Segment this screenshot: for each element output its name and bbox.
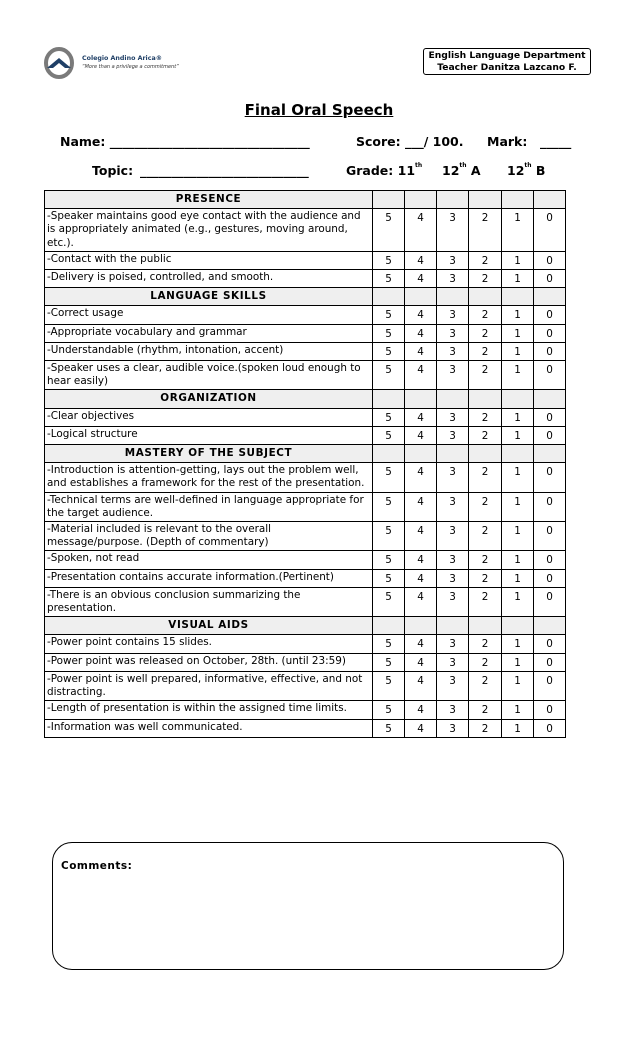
section-header-empty-cell bbox=[373, 390, 405, 408]
section-header-row bbox=[45, 390, 566, 408]
score-option-4[interactable]: 4 bbox=[405, 426, 437, 444]
criterion-row bbox=[45, 361, 566, 390]
score-option-5[interactable]: 5 bbox=[373, 408, 405, 426]
grade-12b-sup: th bbox=[524, 162, 532, 169]
section-header-empty-cell bbox=[469, 445, 502, 463]
score-option-4[interactable]: 4 bbox=[405, 361, 437, 390]
section-header-empty-cell bbox=[373, 617, 405, 635]
section-header-row bbox=[45, 191, 566, 209]
criterion-text: -Material included is relevant to the overall message/purpose. (Depth of commentary) bbox=[45, 522, 373, 551]
criterion-row bbox=[45, 342, 566, 360]
criterion-text: -Understandable (rhythm, intonation, accent) bbox=[45, 342, 373, 360]
topic-label: Topic: bbox=[92, 163, 134, 178]
section-header-empty-cell bbox=[469, 288, 502, 306]
score-option-2[interactable]: 2 bbox=[469, 653, 502, 671]
section-header-empty-cell bbox=[405, 390, 437, 408]
score-option-5[interactable]: 5 bbox=[373, 209, 405, 252]
score-option-5[interactable]: 5 bbox=[373, 587, 405, 616]
section-header-empty-cell bbox=[469, 191, 502, 209]
score-option-4[interactable]: 4 bbox=[405, 653, 437, 671]
criterion-text: -Contact with the public bbox=[45, 251, 373, 269]
score-option-2[interactable]: 2 bbox=[469, 719, 502, 737]
criterion-text: -Technical terms are well-defined in language appropriate for the target audience. bbox=[45, 492, 373, 521]
score-option-4[interactable]: 4 bbox=[405, 719, 437, 737]
score-option-2[interactable]: 2 bbox=[469, 342, 502, 360]
criterion-text: -Speaker maintains good eye contact with the audience and is appropriately animated (e.g., gestures, moving around, etc.). bbox=[45, 209, 373, 252]
score-option-2[interactable]: 2 bbox=[469, 270, 502, 288]
score-option-4[interactable]: 4 bbox=[405, 463, 437, 492]
page-title-text: Final Oral Speech bbox=[244, 101, 394, 119]
criterion-row bbox=[45, 635, 566, 653]
score-option-2[interactable]: 2 bbox=[469, 671, 502, 700]
criterion-text: -Correct usage bbox=[45, 306, 373, 324]
criterion-text: -Clear objectives bbox=[45, 408, 373, 426]
score-option-3[interactable]: 3 bbox=[437, 361, 469, 390]
criterion-text: -Appropriate vocabulary and grammar bbox=[45, 324, 373, 342]
score-option-1[interactable]: 1 bbox=[502, 270, 534, 288]
score-option-3[interactable]: 3 bbox=[437, 408, 469, 426]
section-header-empty-cell bbox=[405, 191, 437, 209]
criterion-row bbox=[45, 671, 566, 700]
department-name: English Language Department bbox=[428, 50, 586, 61]
section-header-empty-cell bbox=[502, 617, 534, 635]
score-option-5[interactable]: 5 bbox=[373, 342, 405, 360]
score-option-0[interactable]: 0 bbox=[534, 719, 566, 737]
score-option-2[interactable]: 2 bbox=[469, 463, 502, 492]
score-option-1[interactable]: 1 bbox=[502, 719, 534, 737]
score-option-2[interactable]: 2 bbox=[469, 426, 502, 444]
score-option-3[interactable]: 3 bbox=[437, 569, 469, 587]
score-option-1[interactable]: 1 bbox=[502, 653, 534, 671]
department-box bbox=[423, 48, 591, 75]
score-option-3[interactable]: 3 bbox=[437, 671, 469, 700]
score-option-3[interactable]: 3 bbox=[437, 324, 469, 342]
score-option-2[interactable]: 2 bbox=[469, 522, 502, 551]
teacher-name: Teacher Danitza Lazcano F. bbox=[437, 62, 577, 73]
score-option-0[interactable]: 0 bbox=[534, 209, 566, 252]
section-header-empty-cell bbox=[373, 288, 405, 306]
score-option-3[interactable]: 3 bbox=[437, 426, 469, 444]
score-option-1[interactable]: 1 bbox=[502, 408, 534, 426]
score-option-0[interactable]: 0 bbox=[534, 426, 566, 444]
score-option-1[interactable]: 1 bbox=[502, 522, 534, 551]
grade-12b-option[interactable] bbox=[507, 163, 545, 178]
score-option-5[interactable]: 5 bbox=[373, 251, 405, 269]
score-option-1[interactable]: 1 bbox=[502, 671, 534, 700]
grade-12b-suffix: B bbox=[531, 163, 546, 178]
score-option-4[interactable]: 4 bbox=[405, 270, 437, 288]
criterion-text: -Power point is well prepared, informative, effective, and not distracting. bbox=[45, 671, 373, 700]
section-header-empty-cell bbox=[502, 288, 534, 306]
criterion-text: -Length of presentation is within the assigned time limits. bbox=[45, 701, 373, 719]
score-option-5[interactable]: 5 bbox=[373, 522, 405, 551]
grade-11-label: Grade: 11 bbox=[346, 163, 416, 178]
score-option-2[interactable]: 2 bbox=[469, 492, 502, 521]
score-option-5[interactable]: 5 bbox=[373, 426, 405, 444]
score-field[interactable]: Score: ___/ 100. bbox=[356, 134, 464, 149]
section-name: MASTERY OF THE SUBJECT bbox=[45, 445, 373, 463]
criterion-text: -Information was well communicated. bbox=[45, 719, 373, 737]
score-option-0[interactable]: 0 bbox=[534, 306, 566, 324]
score-option-3[interactable]: 3 bbox=[437, 551, 469, 569]
score-option-4[interactable]: 4 bbox=[405, 635, 437, 653]
mark-label: Mark: bbox=[487, 134, 528, 149]
grade-12a-sup: th bbox=[459, 162, 467, 169]
score-option-4[interactable]: 4 bbox=[405, 408, 437, 426]
section-header-empty-cell bbox=[405, 445, 437, 463]
section-header-row bbox=[45, 288, 566, 306]
criterion-row bbox=[45, 587, 566, 616]
comments-label: Comments: bbox=[61, 860, 133, 872]
section-header-row bbox=[45, 617, 566, 635]
score-option-5[interactable]: 5 bbox=[373, 719, 405, 737]
score-option-4[interactable]: 4 bbox=[405, 522, 437, 551]
grade-12b-num: 12 bbox=[507, 163, 525, 178]
criterion-row bbox=[45, 408, 566, 426]
criterion-row bbox=[45, 551, 566, 569]
score-option-1[interactable]: 1 bbox=[502, 463, 534, 492]
criterion-row bbox=[45, 270, 566, 288]
section-header-row bbox=[45, 445, 566, 463]
section-header-empty-cell bbox=[437, 288, 469, 306]
score-option-1[interactable]: 1 bbox=[502, 342, 534, 360]
section-header-empty-cell bbox=[534, 445, 566, 463]
score-option-0[interactable]: 0 bbox=[534, 635, 566, 653]
score-option-5[interactable]: 5 bbox=[373, 653, 405, 671]
section-header-empty-cell bbox=[373, 191, 405, 209]
school-logo bbox=[44, 46, 194, 86]
score-option-4[interactable]: 4 bbox=[405, 587, 437, 616]
score-option-5[interactable]: 5 bbox=[373, 551, 405, 569]
score-option-0[interactable]: 0 bbox=[534, 342, 566, 360]
criterion-text: -Power point contains 15 slides. bbox=[45, 635, 373, 653]
criterion-row bbox=[45, 324, 566, 342]
section-header-empty-cell bbox=[534, 191, 566, 209]
section-header-empty-cell bbox=[437, 191, 469, 209]
score-option-4[interactable]: 4 bbox=[405, 569, 437, 587]
section-header-empty-cell bbox=[502, 191, 534, 209]
score-option-2[interactable]: 2 bbox=[469, 209, 502, 252]
comments-box[interactable] bbox=[52, 842, 564, 970]
score-option-5[interactable]: 5 bbox=[373, 492, 405, 521]
score-option-2[interactable]: 2 bbox=[469, 361, 502, 390]
score-option-2[interactable]: 2 bbox=[469, 551, 502, 569]
score-option-2[interactable]: 2 bbox=[469, 408, 502, 426]
criterion-text: -Logical structure bbox=[45, 426, 373, 444]
score-option-0[interactable]: 0 bbox=[534, 587, 566, 616]
score-option-0[interactable]: 0 bbox=[534, 270, 566, 288]
score-option-3[interactable]: 3 bbox=[437, 270, 469, 288]
score-option-0[interactable]: 0 bbox=[534, 653, 566, 671]
score-option-3[interactable]: 3 bbox=[437, 463, 469, 492]
score-option-1[interactable]: 1 bbox=[502, 426, 534, 444]
score-option-3[interactable]: 3 bbox=[437, 306, 469, 324]
score-option-0[interactable]: 0 bbox=[534, 492, 566, 521]
score-option-1[interactable]: 1 bbox=[502, 209, 534, 252]
section-name: ORGANIZATION bbox=[45, 390, 373, 408]
criterion-row bbox=[45, 426, 566, 444]
page-title bbox=[0, 101, 638, 119]
criterion-text: -Delivery is poised, controlled, and smooth. bbox=[45, 270, 373, 288]
score-option-5[interactable]: 5 bbox=[373, 569, 405, 587]
score-option-1[interactable]: 1 bbox=[502, 701, 534, 719]
score-option-2[interactable]: 2 bbox=[469, 635, 502, 653]
section-header-empty-cell bbox=[534, 617, 566, 635]
score-option-5[interactable]: 5 bbox=[373, 463, 405, 492]
score-option-0[interactable]: 0 bbox=[534, 701, 566, 719]
section-header-empty-cell bbox=[405, 288, 437, 306]
score-option-3[interactable]: 3 bbox=[437, 492, 469, 521]
section-header-empty-cell bbox=[502, 445, 534, 463]
section-header-empty-cell bbox=[437, 390, 469, 408]
score-option-2[interactable]: 2 bbox=[469, 587, 502, 616]
name-field[interactable]: Name: ________________________________ bbox=[60, 134, 310, 149]
score-option-2[interactable]: 2 bbox=[469, 324, 502, 342]
criterion-row bbox=[45, 653, 566, 671]
criterion-text: -Spoken, not read bbox=[45, 551, 373, 569]
section-name: LANGUAGE SKILLS bbox=[45, 288, 373, 306]
score-option-4[interactable]: 4 bbox=[405, 701, 437, 719]
score-option-0[interactable]: 0 bbox=[534, 408, 566, 426]
section-name: PRESENCE bbox=[45, 191, 373, 209]
logo-emblem-icon bbox=[44, 46, 80, 82]
score-option-1[interactable]: 1 bbox=[502, 251, 534, 269]
score-option-3[interactable]: 3 bbox=[437, 701, 469, 719]
section-header-empty-cell bbox=[405, 617, 437, 635]
score-option-5[interactable]: 5 bbox=[373, 635, 405, 653]
score-option-5[interactable]: 5 bbox=[373, 671, 405, 700]
score-option-1[interactable]: 1 bbox=[502, 324, 534, 342]
score-option-0[interactable]: 0 bbox=[534, 324, 566, 342]
score-option-3[interactable]: 3 bbox=[437, 653, 469, 671]
score-option-4[interactable]: 4 bbox=[405, 306, 437, 324]
criterion-row bbox=[45, 306, 566, 324]
logo-school-name: Colegio Andino Arica® bbox=[82, 55, 162, 62]
section-header-empty-cell bbox=[502, 390, 534, 408]
score-option-0[interactable]: 0 bbox=[534, 569, 566, 587]
score-option-4[interactable]: 4 bbox=[405, 251, 437, 269]
score-option-2[interactable]: 2 bbox=[469, 251, 502, 269]
section-header-empty-cell bbox=[437, 617, 469, 635]
score-option-1[interactable]: 1 bbox=[502, 361, 534, 390]
score-option-4[interactable]: 4 bbox=[405, 492, 437, 521]
score-option-3[interactable]: 3 bbox=[437, 635, 469, 653]
criterion-text: -Introduction is attention-getting, lays out the problem well, and establishes a framework for the rest of the presentation. bbox=[45, 463, 373, 492]
grade-12a-option[interactable] bbox=[442, 163, 481, 178]
score-option-1[interactable]: 1 bbox=[502, 551, 534, 569]
rubric-table bbox=[44, 190, 566, 738]
score-option-0[interactable]: 0 bbox=[534, 251, 566, 269]
score-option-4[interactable]: 4 bbox=[405, 324, 437, 342]
section-header-empty-cell bbox=[534, 390, 566, 408]
grade-11-option[interactable] bbox=[346, 163, 422, 178]
criterion-text: -Presentation contains accurate information.(Pertinent) bbox=[45, 569, 373, 587]
section-header-empty-cell bbox=[469, 390, 502, 408]
score-option-5[interactable]: 5 bbox=[373, 701, 405, 719]
criterion-row bbox=[45, 492, 566, 521]
score-option-2[interactable]: 2 bbox=[469, 569, 502, 587]
grade-12a-num: 12 bbox=[442, 163, 460, 178]
score-option-3[interactable]: 3 bbox=[437, 719, 469, 737]
score-option-4[interactable]: 4 bbox=[405, 551, 437, 569]
score-option-5[interactable]: 5 bbox=[373, 306, 405, 324]
grade-12a-suffix: A bbox=[466, 163, 481, 178]
topic-field[interactable]: ___________________________ bbox=[140, 163, 309, 178]
score-option-5[interactable]: 5 bbox=[373, 324, 405, 342]
score-option-4[interactable]: 4 bbox=[405, 209, 437, 252]
score-option-5[interactable]: 5 bbox=[373, 270, 405, 288]
logo-tagline: “More than a privilege a commitment” bbox=[82, 64, 179, 70]
criterion-text: -Speaker uses a clear, audible voice.(spoken loud enough to hear easily) bbox=[45, 361, 373, 390]
score-option-4[interactable]: 4 bbox=[405, 671, 437, 700]
score-option-0[interactable]: 0 bbox=[534, 522, 566, 551]
score-option-3[interactable]: 3 bbox=[437, 587, 469, 616]
criterion-row bbox=[45, 522, 566, 551]
section-header-empty-cell bbox=[373, 445, 405, 463]
criterion-row bbox=[45, 719, 566, 737]
score-option-3[interactable]: 3 bbox=[437, 342, 469, 360]
score-option-0[interactable]: 0 bbox=[534, 463, 566, 492]
criterion-row bbox=[45, 209, 566, 252]
grade-11-sup: th bbox=[415, 162, 423, 169]
section-header-empty-cell bbox=[437, 445, 469, 463]
mark-field[interactable]: _____ bbox=[540, 134, 572, 149]
score-option-2[interactable]: 2 bbox=[469, 701, 502, 719]
section-header-empty-cell bbox=[469, 617, 502, 635]
score-option-1[interactable]: 1 bbox=[502, 569, 534, 587]
score-option-2[interactable]: 2 bbox=[469, 306, 502, 324]
criterion-text: -There is an obvious conclusion summarizing the presentation. bbox=[45, 587, 373, 616]
section-name: VISUAL AIDS bbox=[45, 617, 373, 635]
score-option-4[interactable]: 4 bbox=[405, 342, 437, 360]
criterion-row bbox=[45, 251, 566, 269]
score-option-0[interactable]: 0 bbox=[534, 361, 566, 390]
criterion-row bbox=[45, 569, 566, 587]
score-option-1[interactable]: 1 bbox=[502, 492, 534, 521]
score-option-0[interactable]: 0 bbox=[534, 671, 566, 700]
criterion-text: -Power point was released on October, 28th. (until 23:59) bbox=[45, 653, 373, 671]
section-header-empty-cell bbox=[534, 288, 566, 306]
score-option-5[interactable]: 5 bbox=[373, 361, 405, 390]
score-option-0[interactable]: 0 bbox=[534, 551, 566, 569]
score-option-1[interactable]: 1 bbox=[502, 587, 534, 616]
score-option-3[interactable]: 3 bbox=[437, 522, 469, 551]
score-option-1[interactable]: 1 bbox=[502, 306, 534, 324]
score-option-3[interactable]: 3 bbox=[437, 209, 469, 252]
score-option-3[interactable]: 3 bbox=[437, 251, 469, 269]
criterion-row bbox=[45, 463, 566, 492]
score-option-1[interactable]: 1 bbox=[502, 635, 534, 653]
criterion-row bbox=[45, 701, 566, 719]
